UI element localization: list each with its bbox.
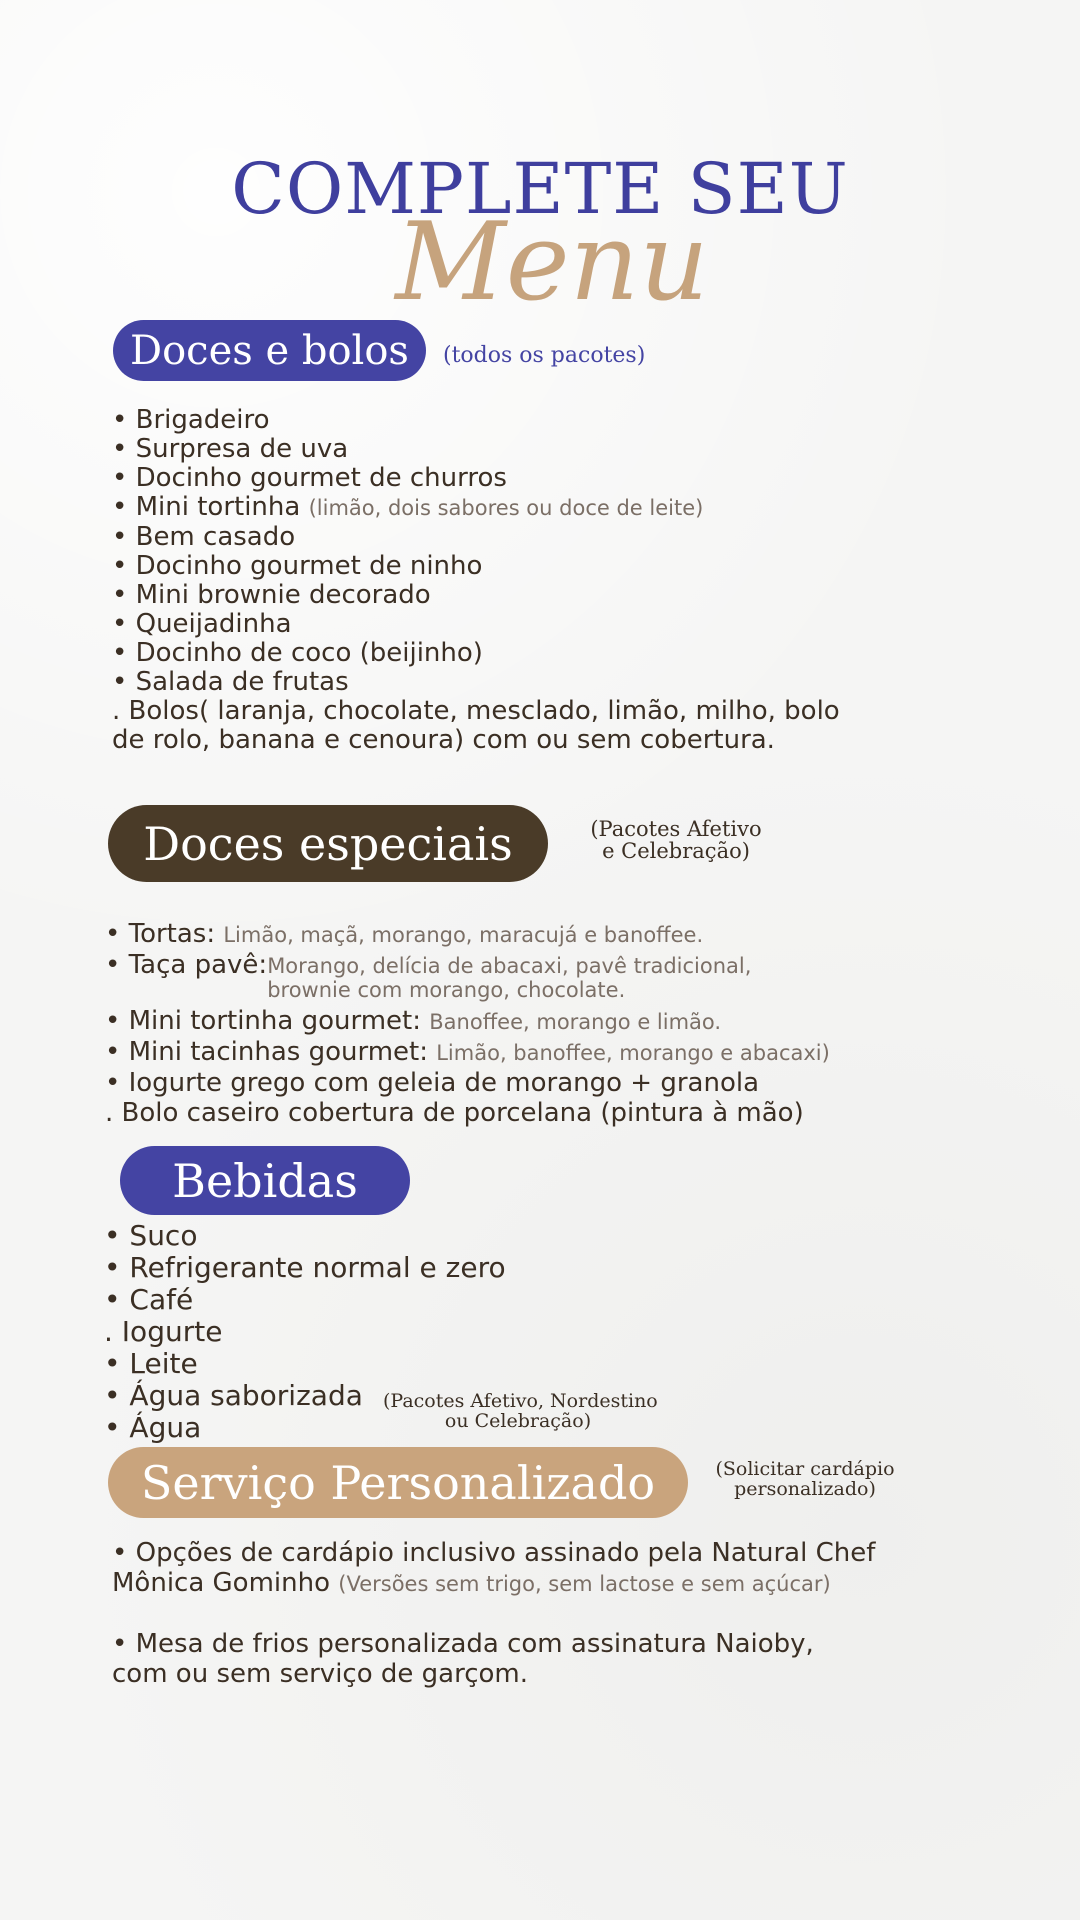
list-item-detail [267, 954, 751, 1002]
section-note-bebidas [383, 1390, 658, 1432]
list-item [105, 919, 830, 950]
list-item: • Suco [104, 1219, 198, 1252]
list-item-label: • Mini tortinha [112, 492, 301, 522]
list-item: com ou sem serviço de garçom. [112, 1659, 528, 1689]
list-item: • Docinho gourmet de ninho [112, 551, 483, 581]
list-item [105, 950, 830, 1006]
list-item: de rolo, banana e cenoura) com ou sem cobertura. [112, 725, 775, 755]
note-line: ou Celebração) [444, 1409, 592, 1432]
list-item: • Água [104, 1411, 202, 1444]
list-item-label: • Tortas: [105, 919, 216, 949]
list-item: • Mini brownie decorado [112, 580, 431, 610]
list-item: . Bolo caseiro cobertura de porcelana (pintura à mão) [105, 1098, 804, 1128]
doces-bolos-list [112, 406, 840, 755]
doces-especiais-list [105, 919, 830, 1128]
list-item-label: • Taça pavê: [105, 950, 268, 980]
detail-line: Morango, delícia de abacaxi, pavê tradicional, [267, 954, 752, 978]
list-item-label: Mônica Gominho [112, 1568, 331, 1598]
page-script-title: Menu [395, 200, 709, 325]
list-item: • Opções de cardápio inclusivo assinado pela Natural Chef [112, 1538, 876, 1568]
list-item: • Água saborizada [104, 1379, 363, 1412]
list-item: . Bolos( laranja, chocolate, mesclado, limão, milho, bolo [112, 696, 840, 726]
list-item: • Bem casado [112, 522, 296, 552]
section-title-bebidas: Bebidas [120, 1146, 410, 1215]
list-item: • Queijadinha [112, 609, 292, 639]
list-item-label: • Mini tortinha gourmet: [105, 1006, 421, 1036]
note-line: (Solicitar cardápio [715, 1458, 895, 1480]
page-title: COMPLETE SEU [231, 148, 849, 230]
list-item-label: • Mini tacinhas gourmet: [105, 1037, 428, 1067]
section-note-servico-personalizado [710, 1460, 900, 1500]
list-item-detail: Banoffee, morango e limão. [429, 1010, 722, 1034]
note-line: e Celebração) [602, 839, 750, 864]
list-item: • Docinho gourmet de churros [112, 463, 507, 493]
section-title-doces-especiais: Doces especiais [108, 805, 548, 882]
note-line: personalizado) [734, 1477, 876, 1500]
list-item [105, 1006, 830, 1037]
list-item: • Refrigerante normal e zero [104, 1251, 506, 1284]
list-item: • Docinho de coco (beijinho) [112, 638, 483, 668]
list-item: • Salada de frutas [112, 667, 349, 697]
list-item: • Café [104, 1283, 194, 1316]
list-item-detail: Limão, maçã, morango, maracujá e banoffee. [223, 923, 704, 947]
list-spacer [112, 1599, 875, 1629]
section-title-doces-bolos: Doces e bolos [113, 320, 426, 381]
section-note-doces-bolos: (todos os pacotes) [443, 343, 646, 368]
list-item-detail: Limão, banoffee, morango e abacaxi) [436, 1041, 830, 1065]
list-item: • Iogurte grego com geleia de morango + granola [105, 1068, 760, 1098]
section-note-doces-especiais [576, 818, 776, 862]
list-item: • Mesa de frios personalizada com assinatura Naioby, [112, 1629, 814, 1659]
list-item [105, 1037, 830, 1068]
note-line: (Pacotes Afetivo [590, 817, 762, 841]
section-title-servico-personalizado: Serviço Personalizado [108, 1447, 688, 1518]
list-item: . Iogurte [104, 1315, 223, 1348]
note-line: (Pacotes Afetivo, Nordestino [383, 1390, 658, 1412]
list-item-detail: (Versões sem trigo, sem lactose e sem açúcar) [338, 1572, 831, 1596]
list-item: • Leite [104, 1347, 198, 1380]
servico-list [112, 1538, 875, 1689]
list-item [112, 1568, 875, 1599]
list-item [112, 493, 840, 523]
list-item-detail: (limão, dois sabores ou doce de leite) [308, 496, 704, 520]
list-item: • Brigadeiro [112, 405, 270, 435]
detail-line: brownie com morango, chocolate. [267, 978, 626, 1002]
list-item: • Surpresa de uva [112, 434, 349, 464]
